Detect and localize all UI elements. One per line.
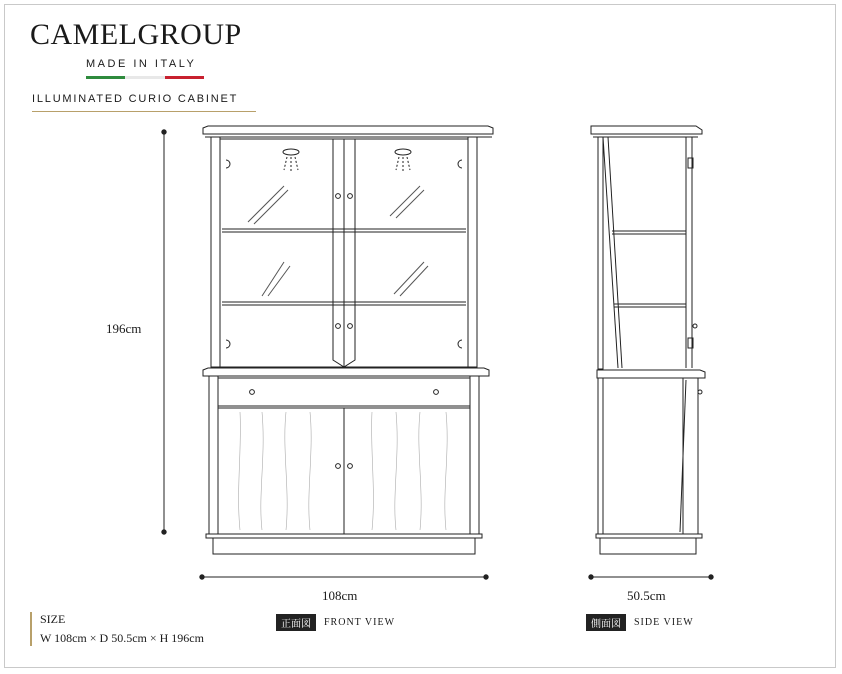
front-view-caption — [276, 614, 395, 631]
side-view-badge: 側面図 — [586, 614, 626, 631]
front-view — [203, 126, 493, 554]
front-view-badge: 正面図 — [276, 614, 316, 631]
size-value: W 108cm × D 50.5cm × H 196cm — [40, 631, 204, 645]
front-width-dimension-line — [200, 575, 488, 579]
product-title: ILLUMINATED CURIO CABINET — [32, 93, 239, 105]
front-view-label: FRONT VIEW — [324, 617, 396, 628]
size-title: SIZE — [40, 612, 66, 626]
side-view — [591, 126, 705, 554]
size-info — [30, 612, 204, 646]
tagline: MADE IN ITALY — [86, 58, 197, 70]
brand-logo: CAMELGROUP — [30, 18, 242, 51]
front-width-label: 108cm — [322, 588, 358, 603]
height-label: 196cm — [106, 321, 142, 336]
side-view-caption — [586, 614, 694, 631]
side-view-label: SIDE VIEW — [634, 617, 694, 628]
height-dimension-line — [162, 130, 166, 534]
side-depth-dimension-line — [589, 575, 713, 579]
side-depth-label: 50.5cm — [627, 588, 666, 603]
